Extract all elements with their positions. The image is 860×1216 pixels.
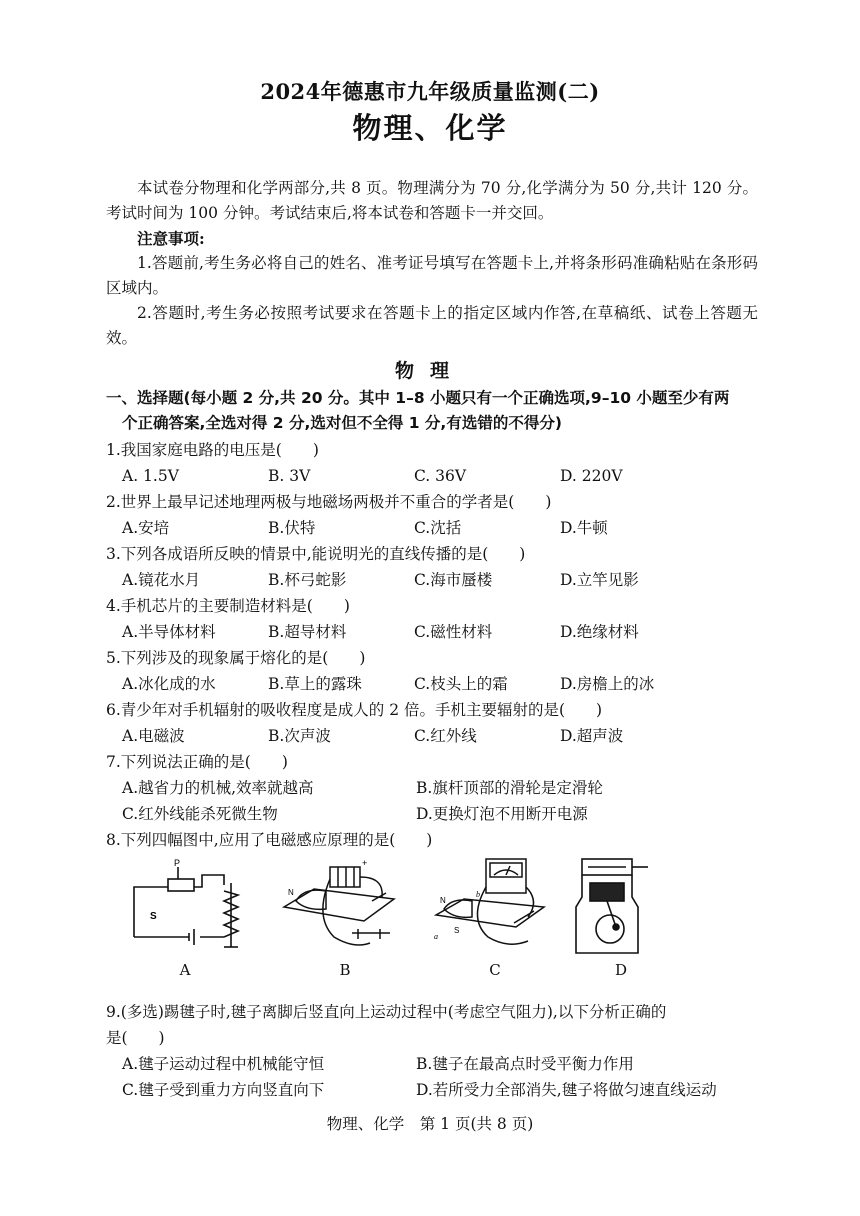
question-item: [106, 541, 766, 593]
question-stem: 3.下列各成语所反映的情景中,能说明光的直线传播的是( ): [106, 545, 526, 563]
option-a: A. 1.5V: [122, 467, 179, 485]
question-stem: 2.世界上最早记述地理两极与地磁场两极并不重合的学者是( ): [106, 493, 552, 511]
option-d: D. 220V: [560, 467, 623, 485]
option-a: A.镜花水月: [122, 571, 201, 589]
fig-b-label-plus: +: [362, 858, 368, 868]
fig-c-label-n: N: [440, 896, 446, 905]
option-d: D.若所受力全部消失,毽子将做匀速直线运动: [416, 1081, 717, 1099]
option-d: D.房檐上的冰: [560, 675, 655, 693]
figure-label-b: B: [339, 961, 351, 979]
option-d: D.绝缘材料: [560, 623, 639, 641]
notes-heading: 注意事项:: [137, 229, 205, 248]
question-stem-line-1: 9.(多选)踢毽子时,毽子离脚后竖直向上运动过程中(考虑空气阻力),以下分析正确的: [106, 1003, 667, 1021]
option-d: D.立竿见影: [560, 571, 639, 589]
option-c: C. 36V: [414, 467, 467, 485]
question-item: [106, 999, 766, 1103]
question-item: [106, 593, 766, 645]
option-a: A.毽子运动过程中机械能守恒: [122, 1055, 325, 1073]
option-c: C.红外线能杀死微生物: [122, 805, 278, 823]
option-a: A.越省力的机械,效率就越高: [122, 779, 314, 797]
option-a: A.半导体材料: [122, 623, 216, 641]
question-item: [106, 697, 766, 749]
option-a: A.冰化成的水: [122, 675, 216, 693]
question-section-heading: [106, 386, 766, 436]
question-item: [106, 645, 766, 697]
question-stem: 5.下列涉及的现象属于熔化的是( ): [106, 649, 366, 667]
question-stem-line-2: 是( ): [106, 1029, 165, 1047]
option-a: A.安培: [122, 519, 170, 537]
option-c: C.枝头上的霜: [414, 675, 508, 693]
section-title-physics: 物理: [394, 360, 465, 382]
fig-c-label-b: b: [476, 890, 480, 899]
fig-a-label-s: S: [150, 911, 157, 922]
question-stem: 6.青少年对手机辐射的吸收程度是成人的 2 倍。手机主要辐射的是( ): [106, 701, 603, 719]
option-d: D.超声波: [560, 727, 624, 745]
question-item: [106, 827, 766, 999]
section-heading-line-2: 个正确答案,全选对得 2 分,选对但不全得 1 分,有选错的不得分): [122, 414, 562, 432]
engine-figure: [568, 857, 678, 957]
note-item-1: 1.答题前,考生务必将自己的姓名、准考证号填写在答题卡上,并将条形码准确粘贴在条形码区域内。: [106, 254, 758, 297]
option-row: [106, 567, 766, 593]
figure-row: [106, 857, 766, 999]
question-item: [106, 489, 766, 541]
fig-a-label-p: P: [174, 858, 181, 868]
option-c: C.沈括: [414, 519, 462, 537]
figure-label-c: C: [489, 961, 501, 979]
fig-c-label-s: S: [454, 926, 460, 935]
option-b: B.次声波: [268, 727, 331, 745]
generator-figure: [428, 857, 558, 957]
section-heading-line-1: 一、选择题(每小题 2 分,共 20 分。其中 1–8 小题只有一个正确选项,9–10 小题至少有两: [106, 389, 730, 407]
note-item-2: 2.答题时,考生务必按照考试要求在答题卡上的指定区域内作答,在草稿纸、试卷上答题无效。: [106, 304, 758, 347]
intro-block: [106, 176, 758, 351]
option-d: D.更换灯泡不用断开电源: [416, 805, 588, 823]
option-row: [106, 671, 766, 697]
subject-title: 物理、化学: [352, 111, 508, 145]
electromagnet-figure: [120, 857, 260, 957]
option-row: [106, 463, 766, 489]
fig-b-label-n: N: [288, 888, 294, 897]
question-stem: 1.我国家庭电路的电压是( ): [106, 441, 319, 459]
question-stem: 8.下列四幅图中,应用了电磁感应原理的是( ): [106, 831, 433, 849]
option-c: C.红外线: [414, 727, 477, 745]
option-c: C.磁性材料: [414, 623, 493, 641]
motor-figure: [274, 857, 414, 957]
intro-paragraph: 本试卷分物理和化学两部分,共 8 页。物理满分为 70 分,化学满分为 50 分,共计 120 分。考试时间为 100 分钟。考试结束后,将本试卷和答题卡一并交回。: [106, 179, 758, 222]
question-list: [106, 437, 766, 1103]
option-a: A.电磁波: [122, 727, 185, 745]
option-b: B.超导材料: [268, 623, 347, 641]
option-c: C.海市蜃楼: [414, 571, 493, 589]
option-b: B. 3V: [268, 467, 311, 485]
option-b: B.草上的露珠: [268, 675, 362, 693]
exam-title: 2024年德惠市九年级质量监测(二): [260, 79, 600, 104]
question-stem: 4.手机芯片的主要制造材料是( ): [106, 597, 350, 615]
option-row: [106, 619, 766, 645]
option-row: [106, 723, 766, 749]
option-b: B.杯弓蛇影: [268, 571, 347, 589]
option-b: B.毽子在最高点时受平衡力作用: [416, 1055, 634, 1073]
figure-label-a: A: [179, 961, 191, 979]
option-b: B.旗杆顶部的滑轮是定滑轮: [416, 779, 603, 797]
question-stem: 7.下列说法正确的是( ): [106, 753, 288, 771]
option-grid: [106, 1051, 766, 1103]
option-grid: [106, 775, 766, 827]
option-b: B.伏特: [268, 519, 316, 537]
question-item: [106, 437, 766, 489]
page-footer: 物理、化学 第 1 页(共 8 页): [326, 1115, 534, 1133]
fig-c-label-a: a: [434, 932, 438, 941]
option-d: D.牛顿: [560, 519, 608, 537]
figure-label-d: D: [614, 961, 628, 979]
question-item: [106, 749, 766, 827]
option-c: C.毽子受到重力方向竖直向下: [122, 1081, 325, 1099]
option-row: [106, 515, 766, 541]
